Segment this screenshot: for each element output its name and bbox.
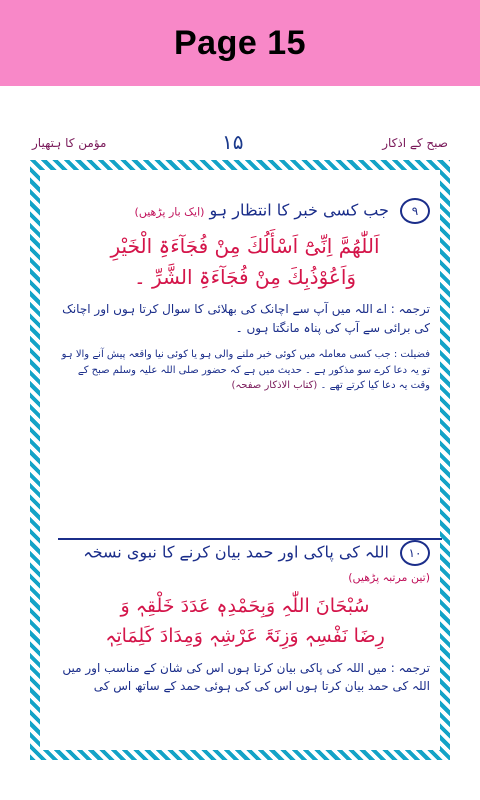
arabic-line-1: اَللّٰھُمَّ اِنِّیْٓ اَسْأَلُكَ مِنْ فُجَآءَۃِ الْخَیْرِ xyxy=(110,234,380,258)
page-number: ۱۵ xyxy=(222,130,244,154)
section-note: (ایک بار پڑھیں) xyxy=(134,205,205,219)
reference-text: (کتاب الاذکار صفحہ) xyxy=(231,380,318,392)
fazilat-body: فضیلت : جب کسی معاملہ میں کوئی خبر ملنے والی ہو یا کوئی نیا واقعہ پیش آنے والا ہو تو یہ دعا کرے سو مذکور ہے ۔ حدیث میں ہے کہ حضور صلی اللہ علیہ وسلم صبح کے وقت یہ دعا کیا کرتے تھے ۔ xyxy=(61,349,430,392)
section-heading xyxy=(60,540,430,585)
decorative-border-frame xyxy=(30,160,450,760)
arabic-line-2: وَاَعُوْذُبِكَ مِنْ فُجَآءَۃِ الشَّرِّ ۔ xyxy=(133,265,357,289)
page-title: Page 15 xyxy=(173,23,307,62)
page-header xyxy=(22,126,458,158)
section-title: جب کسی خبر کا انتظار ہو xyxy=(209,200,389,220)
frame-content xyxy=(50,180,430,740)
translation-text: ترجمہ : میں اللہ کی پاکی بیان کرتا ہوں اس کی شان کے مناسب اور میں اللہ کی حمد بیان کرتا ہوں اس کی کی ہوئی حمد کے ساتھ اس کی xyxy=(62,660,430,694)
arabic-line-1: سُبْحَانَ اللّٰہِ وَبِحَمْدِہٖ عَدَدَ خَلْقِہٖ وَ xyxy=(120,595,370,617)
section-heading xyxy=(60,198,430,224)
fazilat-text xyxy=(60,347,430,394)
top-bar xyxy=(0,0,480,86)
arabic-line-2: رِضَا نَفْسِہٖ وَزِنَۃَ عَرْشِہٖ وَمِدَادَ کَلِمَاتِہٖ xyxy=(105,624,385,647)
translation-text: ترجمہ : اے اللہ میں آپ سے اچانک کی بھلائی کا سوال کرتا ہوں اور اچانک کی برائی سے آپ کی پناہ مانگتا ہوں ۔ xyxy=(62,302,430,335)
header-right: صبح کے اذکار xyxy=(382,136,448,150)
section-note: (تین مرتبہ پڑھیں) xyxy=(348,571,430,584)
section-number-badge: ۱۰ xyxy=(400,540,430,566)
section-10 xyxy=(60,540,430,696)
section-9 xyxy=(60,198,430,394)
header-left: مؤمن کا ہتھیار xyxy=(32,136,107,150)
book-page xyxy=(22,126,458,766)
section-number-badge: ۹ xyxy=(400,198,430,224)
section-title: اللہ کی پاکی اور حمد بیان کرنے کا نبوی نسخہ xyxy=(83,542,389,562)
